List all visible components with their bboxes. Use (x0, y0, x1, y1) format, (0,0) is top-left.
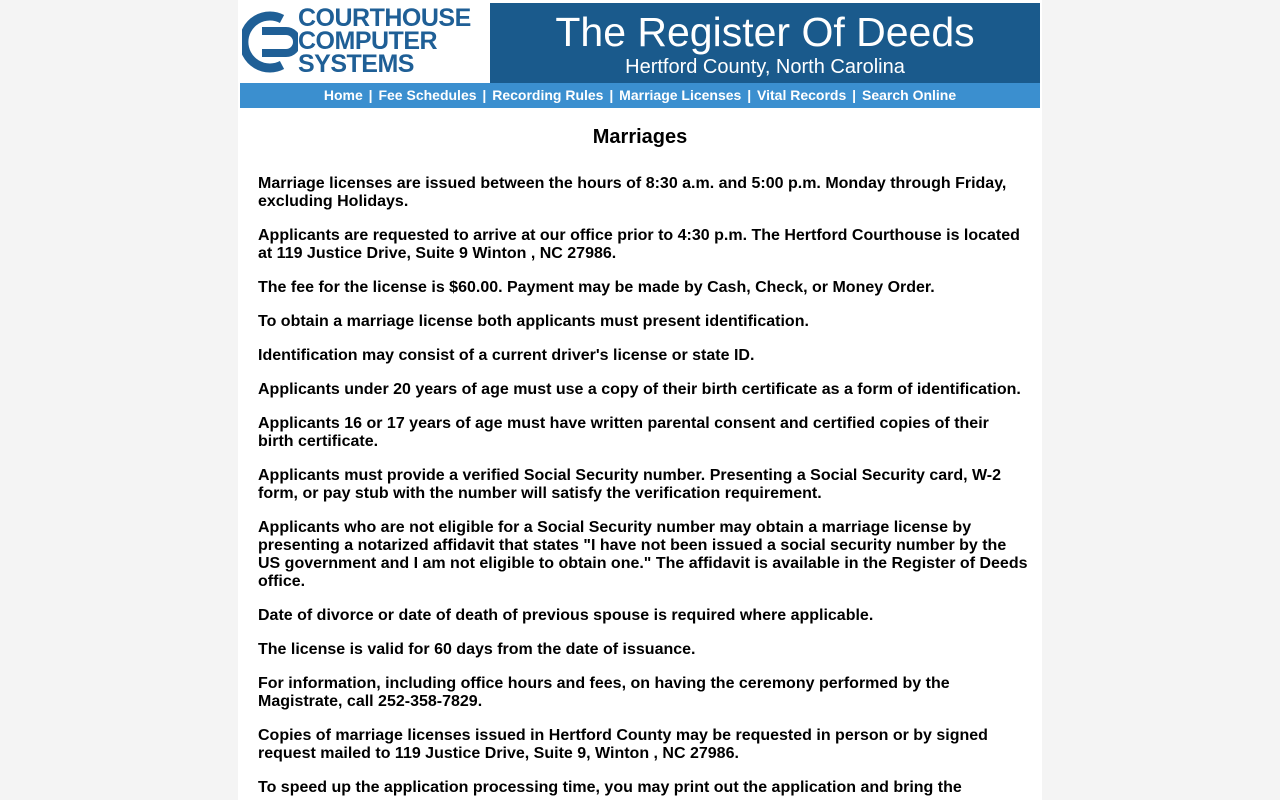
main-navigation (240, 83, 1040, 108)
nav-separator: | (368, 87, 373, 103)
header-banner (240, 3, 1040, 83)
courthouse-computer-systems-logo[interactable] (240, 3, 490, 83)
nav-separator: | (482, 87, 487, 103)
info-paragraph: Applicants 16 or 17 years of age must have written parental consent and certified copies of their birth certificate. (258, 415, 989, 450)
info-paragraph: Copies of marriage licenses issued in Hertford County may be requested in person or by signed request mailed to 119 Justice Drive, Suite 9, Winton , NC 27986. (258, 727, 988, 762)
nav-separator: | (747, 87, 752, 103)
title-area (490, 3, 1040, 83)
info-paragraph: To speed up the application processing time, you may print out the application and bring the (258, 779, 962, 796)
info-paragraph: Applicants who are not eligible for a Social Security number may obtain a marriage license by presenting a notarized affidavit that states "I have not been issued a social security number by the US government and I am not eligible to obtain one." The affidavit is available in the Register of Deeds office. (258, 519, 1028, 590)
logo-line-3: SYSTEMS (298, 50, 414, 78)
page-heading: Marriages (592, 126, 688, 148)
info-paragraph: Applicants must provide a verified Social Security number. Presenting a Social Security card, W-2 form, or pay stub with the number will satisfy the verification requirement. (258, 467, 1002, 502)
cs-logo-icon (242, 9, 298, 75)
nav-link-vital-records[interactable]: Vital Records (757, 87, 847, 103)
info-paragraph: To obtain a marriage license both applicants must present identification. (258, 313, 809, 330)
logo-line-1: COURTHOUSE (298, 4, 471, 32)
nav-link-search-online[interactable]: Search Online (861, 87, 957, 103)
site-subtitle: Hertford County, North Carolina (625, 56, 905, 78)
info-paragraph: Date of divorce or date of death of previous spouse is required where applicable. (258, 607, 874, 624)
info-paragraph: Identification may consist of a current driver's license or state ID. (258, 347, 755, 364)
info-paragraph: The license is valid for 60 days from the date of issuance. (258, 641, 696, 658)
nav-link-fee-schedules[interactable]: Fee Schedules (378, 87, 477, 103)
page-container (238, 0, 1042, 800)
site-title: The Register Of Deeds (555, 9, 975, 55)
info-paragraph: Applicants under 20 years of age must use a copy of their birth certificate as a form of identification. (258, 381, 1021, 398)
nav-separator: | (609, 87, 614, 103)
info-paragraph: Applicants are requested to arrive at our office prior to 4:30 p.m. The Hertford Courthouse is located at 119 Justice Drive, Suite 9 Winton , NC 27986. (258, 227, 1020, 262)
nav-separator: | (852, 87, 857, 103)
info-paragraph: For information, including office hours and fees, on having the ceremony performed by the Magistrate, call 252-358-7829. (258, 675, 950, 710)
main-content (258, 175, 1028, 800)
nav-link-recording-rules[interactable]: Recording Rules (492, 87, 604, 103)
info-paragraph: Marriage licenses are issued between the hours of 8:30 a.m. and 5:00 p.m. Monday through Friday, excluding Holidays. (258, 175, 1007, 210)
nav-link-marriage-licenses[interactable]: Marriage Licenses (619, 87, 742, 103)
logo-wordmark (298, 4, 471, 78)
nav-link-home[interactable]: Home (323, 87, 363, 103)
info-paragraph: The fee for the license is $60.00. Payment may be made by Cash, Check, or Money Order. (258, 279, 935, 296)
logo-line-2: COMPUTER (298, 27, 438, 55)
